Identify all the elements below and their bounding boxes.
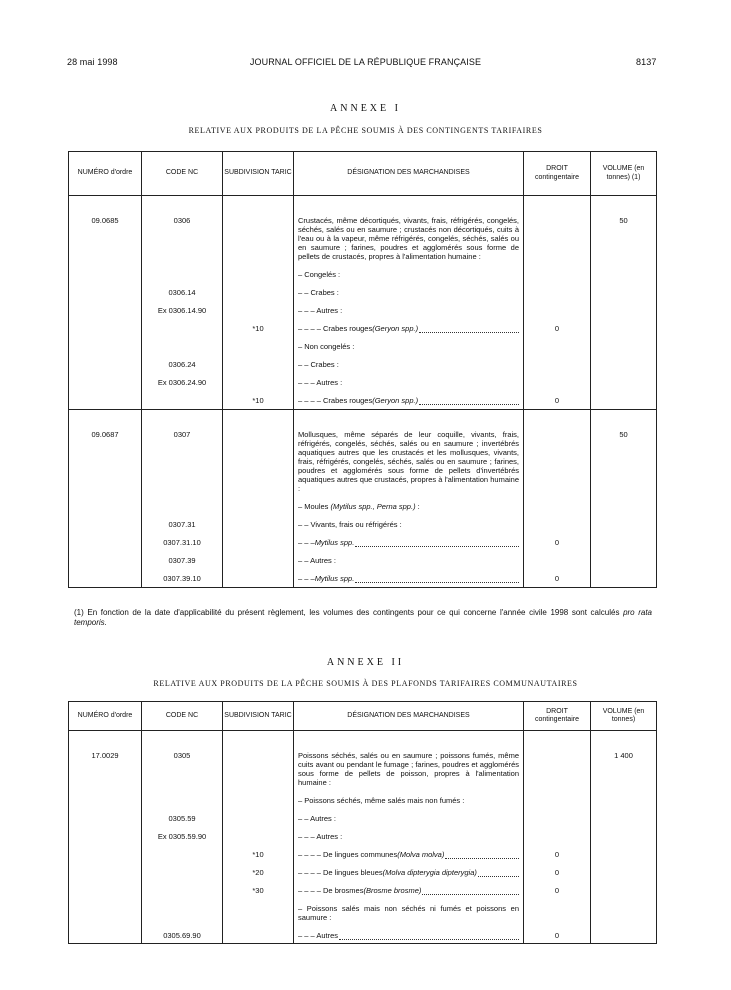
droit-cell: 0 [524, 922, 591, 944]
volume-cell: 50 [591, 196, 657, 262]
code-cell [142, 787, 223, 805]
code-cell: 0305.59 [142, 805, 223, 823]
volume-cell [591, 895, 657, 922]
taric-cell [223, 196, 294, 262]
numero-cell [69, 369, 142, 387]
taric-cell [223, 511, 294, 529]
page-date: 28 mai 1998 [67, 57, 118, 67]
numero-cell [69, 787, 142, 805]
droit-cell: 0 [524, 529, 591, 547]
droit-cell [524, 261, 591, 279]
volume-cell: 50 [591, 410, 657, 494]
taric-cell [223, 297, 294, 315]
numero-cell [69, 565, 142, 588]
footnote: (1) En fonction de la date d'applicabilité du présent règlement, les volumes des contingents pour ce qui concerne l'année civile 1998 sont calculés pro rata temporis. [74, 608, 653, 627]
numero-cell: 09.0685 [69, 196, 142, 262]
droit-cell [524, 823, 591, 841]
volume-cell [591, 387, 657, 410]
volume-cell [591, 877, 657, 895]
volume-cell: 1 400 [591, 731, 657, 788]
designation-cell: – Moules (Mytilus spp., Perna spp.) : [294, 493, 524, 511]
designation-cell: – – – – Crabes rouges (Geryon spp.) [294, 387, 524, 410]
numero-cell [69, 279, 142, 297]
numero-cell [69, 547, 142, 565]
code-cell [142, 859, 223, 877]
droit-cell [524, 297, 591, 315]
designation-cell: – – – Autres : [294, 369, 524, 387]
table-row [69, 922, 657, 944]
volume-cell [591, 823, 657, 841]
page-number: 8137 [636, 57, 657, 67]
volume-cell [591, 261, 657, 279]
volume-cell [591, 841, 657, 859]
droit-cell: 0 [524, 315, 591, 333]
col-subdivision: SUBDIVISION TARIC [223, 702, 294, 731]
droit-cell: 0 [524, 565, 591, 588]
taric-cell [223, 565, 294, 588]
taric-cell [223, 351, 294, 369]
numero-cell [69, 315, 142, 333]
col-subdivision: SUBDIVISION TARIC [223, 152, 294, 196]
droit-cell [524, 787, 591, 805]
designation-cell: – – – – De lingues communes (Molva molva) [294, 841, 524, 859]
numero-cell [69, 841, 142, 859]
volume-cell [591, 529, 657, 547]
col-designation: DÉSIGNATION DES MARCHANDISES [294, 152, 524, 196]
numero-cell [69, 387, 142, 410]
designation-cell: – Poissons salés mais non séchés ni fumés et poissons en saumure : [294, 895, 524, 922]
volume-cell [591, 333, 657, 351]
droit-cell [524, 805, 591, 823]
numero-cell [69, 877, 142, 895]
code-cell: 0307 [142, 410, 223, 494]
designation-cell: – Non congelés : [294, 333, 524, 351]
taric-cell [223, 787, 294, 805]
table-row [69, 333, 657, 351]
taric-cell: *10 [223, 387, 294, 410]
taric-cell [223, 493, 294, 511]
table-row [69, 841, 657, 859]
col-volume: VOLUME (en tonnes) (1) [591, 152, 657, 196]
droit-cell [524, 493, 591, 511]
numero-cell: 17.0029 [69, 731, 142, 788]
code-cell: 0307.31 [142, 511, 223, 529]
numero-cell [69, 529, 142, 547]
taric-cell [223, 529, 294, 547]
volume-cell [591, 279, 657, 297]
designation-cell: – Poissons séchés, même salés mais non fumés : [294, 787, 524, 805]
taric-cell [223, 922, 294, 944]
numero-cell [69, 511, 142, 529]
taric-cell [223, 333, 294, 351]
taric-cell [223, 895, 294, 922]
annex-1-subtitle: RELATIVE AUX PRODUITS DE LA PÊCHE SOUMIS À DES CONTINGENTS TARIFAIRES [188, 126, 543, 135]
table-row [69, 410, 657, 494]
table-row [69, 493, 657, 511]
designation-cell: Poissons séchés, salés ou en saumure ; poissons fumés, même cuits avant ou pendant le fumage ; farines, poudres et agglomérés sous forme de pellets de poisson, propres à l'alimentation humaine : [294, 731, 524, 788]
numero-cell [69, 351, 142, 369]
col-droit: DROIT contingentaire [524, 702, 591, 731]
designation-cell: – – Crabes : [294, 279, 524, 297]
code-cell [142, 493, 223, 511]
droit-cell [524, 511, 591, 529]
dot-leader [445, 851, 519, 859]
table-row [69, 297, 657, 315]
dot-leader [422, 887, 519, 895]
droit-cell: 0 [524, 877, 591, 895]
numero-cell [69, 922, 142, 944]
designation-cell: – – Crabes : [294, 351, 524, 369]
dot-leader [419, 325, 519, 333]
annex-2-title: ANNEXE II [326, 657, 405, 668]
taric-cell: *10 [223, 315, 294, 333]
designation-cell: – – – Mytilus spp. [294, 565, 524, 588]
volume-cell [591, 493, 657, 511]
code-cell [142, 841, 223, 859]
taric-cell: *20 [223, 859, 294, 877]
code-cell: 0307.39 [142, 547, 223, 565]
col-code: CODE NC [142, 702, 223, 731]
code-cell [142, 895, 223, 922]
code-cell [142, 261, 223, 279]
code-cell: 0305.69.90 [142, 922, 223, 944]
col-droit: DROIT contingentaire [524, 152, 591, 196]
dot-leader [355, 575, 519, 583]
droit-cell: 0 [524, 841, 591, 859]
droit-cell [524, 351, 591, 369]
numero-cell [69, 805, 142, 823]
droit-cell [524, 895, 591, 922]
table-row [69, 261, 657, 279]
taric-cell [223, 547, 294, 565]
droit-cell: 0 [524, 859, 591, 877]
table-row [69, 859, 657, 877]
taric-cell: *30 [223, 877, 294, 895]
droit-cell [524, 196, 591, 262]
droit-cell [524, 279, 591, 297]
volume-cell [591, 351, 657, 369]
table-row [69, 196, 657, 262]
numero-cell: 09.0687 [69, 410, 142, 494]
designation-cell: – – – Autres [294, 922, 524, 944]
table-row [69, 351, 657, 369]
col-numero: NUMÉRO d'ordre [69, 152, 142, 196]
droit-cell [524, 547, 591, 565]
code-cell: 0306.14 [142, 279, 223, 297]
annex-1-table [68, 151, 657, 588]
table-row [69, 565, 657, 588]
designation-cell: – Congelés : [294, 261, 524, 279]
taric-cell [223, 805, 294, 823]
designation-cell: Crustacés, même décortiqués, vivants, frais, réfrigérés, congelés, séchés, salés ou en saumure ; crustacés non décortiqués, cuits à l'eau ou à la vapeur, même réfrigérés, congelés, séchés, salés ou en saumure ; farines, poudres et agglomérés sous forme de pellets de crustacés, propres à l'alimentation humaine : [294, 196, 524, 262]
table-row [69, 529, 657, 547]
dot-leader [355, 539, 519, 547]
numero-cell [69, 261, 142, 279]
dot-leader [339, 932, 519, 940]
table-row [69, 805, 657, 823]
code-cell [142, 387, 223, 410]
code-cell: 0305 [142, 731, 223, 788]
col-volume: VOLUME (en tonnes) [591, 702, 657, 731]
code-cell: Ex 0305.59.90 [142, 823, 223, 841]
droit-cell [524, 369, 591, 387]
volume-cell [591, 805, 657, 823]
table-row [69, 787, 657, 805]
table-row [69, 895, 657, 922]
designation-cell: – – Vivants, frais ou réfrigérés : [294, 511, 524, 529]
annex-2-subtitle: RELATIVE AUX PRODUITS DE LA PÊCHE SOUMIS À DES PLAFONDS TARIFAIRES COMMUNAUTAIRES [153, 679, 578, 688]
table-row [69, 877, 657, 895]
code-cell: 0306 [142, 196, 223, 262]
volume-cell [591, 787, 657, 805]
numero-cell [69, 297, 142, 315]
taric-cell [223, 279, 294, 297]
code-cell [142, 877, 223, 895]
taric-cell [223, 823, 294, 841]
table-row [69, 279, 657, 297]
table-row [69, 387, 657, 410]
designation-cell: – – – Autres : [294, 823, 524, 841]
designation-cell: – – Autres : [294, 547, 524, 565]
volume-cell [591, 922, 657, 944]
code-cell [142, 333, 223, 351]
volume-cell [591, 369, 657, 387]
designation-cell: – – – – De brosmes (Brosme brosme) [294, 877, 524, 895]
taric-cell: *10 [223, 841, 294, 859]
journal-title: JOURNAL OFFICIEL DE LA RÉPUBLIQUE FRANÇAISE [249, 57, 482, 67]
designation-cell: – – – – Crabes rouges (Geryon spp.) [294, 315, 524, 333]
numero-cell [69, 823, 142, 841]
code-cell: Ex 0306.24.90 [142, 369, 223, 387]
volume-cell [591, 297, 657, 315]
droit-cell [524, 410, 591, 494]
volume-cell [591, 315, 657, 333]
numero-cell [69, 493, 142, 511]
code-cell: Ex 0306.14.90 [142, 297, 223, 315]
taric-cell [223, 731, 294, 788]
designation-cell: – – – Mytilus spp. [294, 529, 524, 547]
volume-cell [591, 565, 657, 588]
taric-cell [223, 261, 294, 279]
table-row [69, 315, 657, 333]
droit-cell [524, 731, 591, 788]
taric-cell [223, 369, 294, 387]
designation-cell: – – Autres : [294, 805, 524, 823]
dot-leader [478, 869, 519, 877]
annex-1-title: ANNEXE I [330, 103, 401, 114]
col-code: CODE NC [142, 152, 223, 196]
designation-cell: – – – Autres : [294, 297, 524, 315]
table-row [69, 511, 657, 529]
code-cell [142, 315, 223, 333]
table-row [69, 731, 657, 788]
volume-cell [591, 547, 657, 565]
table-row [69, 369, 657, 387]
numero-cell [69, 859, 142, 877]
numero-cell [69, 333, 142, 351]
table-row [69, 547, 657, 565]
taric-cell [223, 410, 294, 494]
col-designation: DÉSIGNATION DES MARCHANDISES [294, 702, 524, 731]
dot-leader [419, 397, 519, 405]
code-cell: 0306.24 [142, 351, 223, 369]
code-cell: 0307.39.10 [142, 565, 223, 588]
table-row [69, 823, 657, 841]
droit-cell: 0 [524, 387, 591, 410]
annex-2-table [68, 701, 657, 944]
volume-cell [591, 859, 657, 877]
designation-cell: – – – – De lingues bleues (Molva dipterygia dipterygia) [294, 859, 524, 877]
code-cell: 0307.31.10 [142, 529, 223, 547]
col-numero: NUMÉRO d'ordre [69, 702, 142, 731]
numero-cell [69, 895, 142, 922]
designation-cell: Mollusques, même séparés de leur coquille, vivants, frais, réfrigérés, congelés, séchés, salés ou en saumure ; invertébrés aquatiques autres que les crustacés et les mollusques, vivants, frais, réfrigérés, congelés, séchés, salés ou en saumure ; farines, poudres et agglomérés sous forme de pellets d'invertébrés aquatiques autres que crustacés, propres à l'alimentation humaine : [294, 410, 524, 494]
droit-cell [524, 333, 591, 351]
volume-cell [591, 511, 657, 529]
